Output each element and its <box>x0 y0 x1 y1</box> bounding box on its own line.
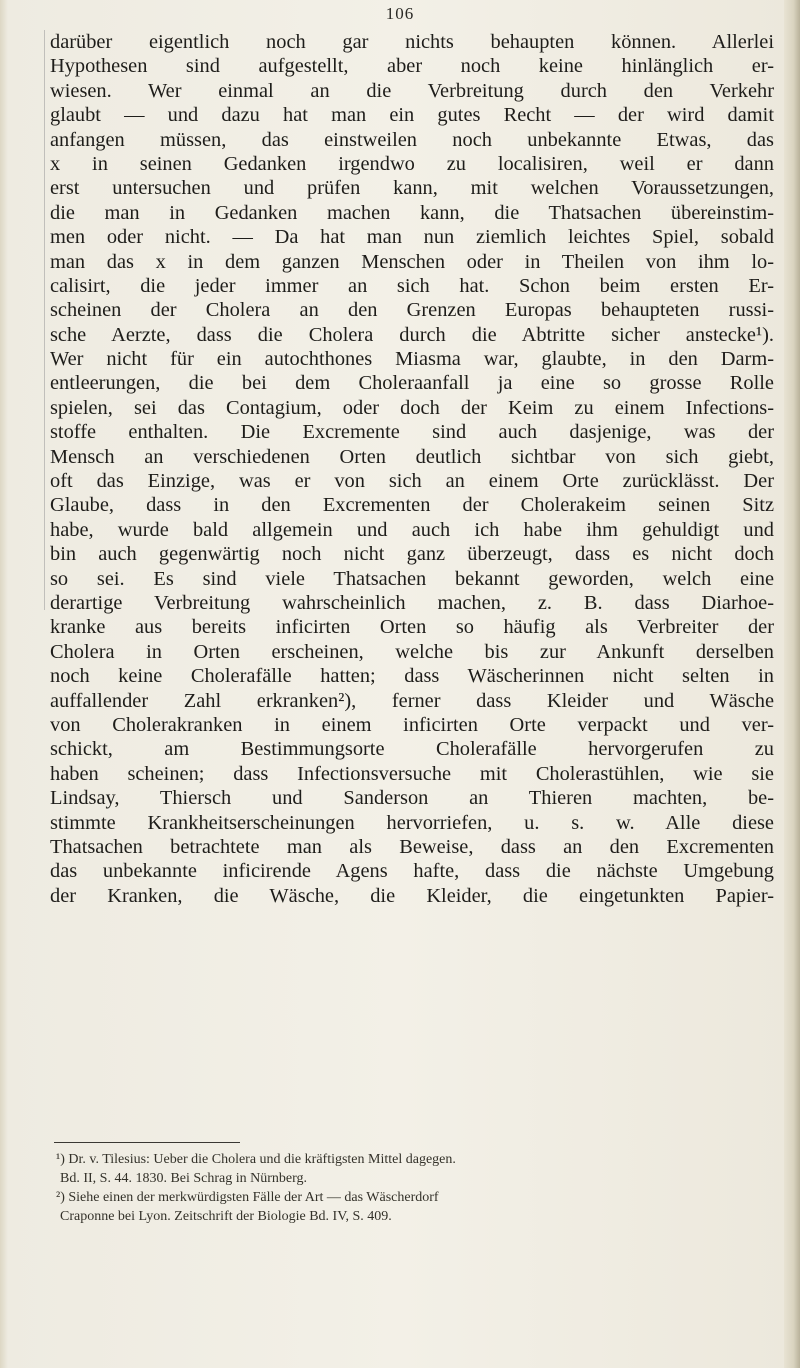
text-line: Wer nicht für ein autochthones Miasma war, glaubte, in den Darm- <box>50 348 774 371</box>
footnote-2-continuation: Craponne bei Lyon. Zeitschrift der Biologie Bd. IV, S. 409. <box>60 1209 392 1224</box>
footnotes <box>56 1150 776 1226</box>
text-line: men oder nicht. — Da hat man nun ziemlich leichtes Spiel, sobald <box>50 226 774 249</box>
text-line: erst untersuchen und prüfen kann, mit welchen Voraussetzungen, <box>50 177 774 200</box>
text-line: haben scheinen; dass Infectionsversuche mit Cholerastühlen, wie sie <box>50 762 774 785</box>
text-line: sche Aerzte, dass die Cholera durch die Abtritte sicher anstecke¹). <box>50 323 774 346</box>
text-line: Thatsachen betrachtete man als Beweise, dass an den Excrementen <box>50 835 774 858</box>
text-line: stoffe enthalten. Die Excremente sind auch dasjenige, was der <box>50 421 774 444</box>
text-line: anfangen müssen, das einstweilen noch unbekannte Etwas, das <box>50 128 774 151</box>
text-line: noch keine Cholerafälle hatten; dass Wäscherinnen nicht selten in <box>50 665 774 688</box>
text-line: schickt, am Bestimmungsorte Cholerafälle hervorgerufen zu <box>50 738 774 761</box>
text-line: derartige Verbreitung wahrscheinlich machen, z. B. dass Diarhoe- <box>50 591 774 614</box>
text-line: entleerungen, die bei dem Choleraanfall ja eine so grosse Rolle <box>50 372 774 395</box>
text-line: von Cholerakranken in einem inficirten Orte verpackt und ver- <box>50 713 774 736</box>
text-line: x in seinen Gedanken irgendwo zu localisiren, weil er dann <box>50 152 774 175</box>
text-line: Hypothesen sind aufgestellt, aber noch keine hinlänglich er- <box>50 55 774 78</box>
page-number: 106 <box>385 4 415 23</box>
text-line: die man in Gedanken machen kann, die Thatsachen übereinstim- <box>50 201 774 224</box>
footnote-2: ²) Siehe einen der merkwürdigsten Fälle der Art — das Wäscherdorf <box>56 1190 439 1205</box>
text-line: das unbekannte inficirende Agens hafte, dass die nächste Umgebung <box>50 860 774 883</box>
text-line: habe, wurde bald allgemein und auch ich habe ihm gehuldigt und <box>50 518 774 541</box>
footnote-1-continuation: Bd. II, S. 44. 1830. Bei Schrag in Nürnberg. <box>60 1171 308 1186</box>
text-line: stimmte Krankheitserscheinungen hervorriefen, u. s. w. Alle diese <box>50 811 774 834</box>
page-right-edge <box>784 0 800 1368</box>
text-line: bin auch gegenwärtig noch nicht ganz überzeugt, dass es nicht doch <box>50 543 774 566</box>
page-left-edge <box>0 0 8 1368</box>
text-line: Lindsay, Thiersch und Sanderson an Thieren machten, be- <box>50 787 774 810</box>
text-line: darüber eigentlich noch gar nichts behaupten können. Allerlei <box>50 31 774 53</box>
text-line: glaubt — und dazu hat man ein gutes Recht — der wird damit <box>50 104 774 127</box>
text-line: Cholera in Orten erscheinen, welche bis zur Ankunft derselben <box>50 640 774 663</box>
text-line: so sei. Es sind viele Thatsachen bekannt geworden, welch eine <box>50 567 774 590</box>
pencil-margin-mark <box>44 30 49 610</box>
text-line: calisirt, die jeder immer an sich hat. Schon beim ersten Er- <box>50 274 774 297</box>
text-line: oft das Einzige, was er von sich an einem Orte zurücklässt. Der <box>50 470 774 493</box>
text-line: Glaube, dass in den Excrementen der Cholerakeim seinen Sitz <box>50 494 774 517</box>
text-line: scheinen der Cholera an den Grenzen Europas behaupteten russi- <box>50 299 774 322</box>
body-text <box>50 30 774 908</box>
footnote-1: ¹) Dr. v. Tilesius: Ueber die Cholera und die kräftigsten Mittel dagegen. <box>56 1152 456 1167</box>
text-line: Mensch an verschiedenen Orten deutlich sichtbar von sich giebt, <box>50 445 774 468</box>
text-line: spielen, sei das Contagium, oder doch der Keim zu einem Infections- <box>50 396 774 419</box>
footnote-divider <box>54 1142 240 1143</box>
text-line: der Kranken, die Wäsche, die Kleider, die eingetunkten Papier- <box>50 884 774 907</box>
text-line: wiesen. Wer einmal an die Verbreitung durch den Verkehr <box>50 79 774 102</box>
text-line: auffallender Zahl erkranken²), ferner dass Kleider und Wäsche <box>50 689 774 712</box>
text-line: kranke aus bereits inficirten Orten so häufig als Verbreiter der <box>50 616 774 639</box>
text-line: man das x in dem ganzen Menschen oder in Theilen von ihm lo- <box>50 250 774 273</box>
